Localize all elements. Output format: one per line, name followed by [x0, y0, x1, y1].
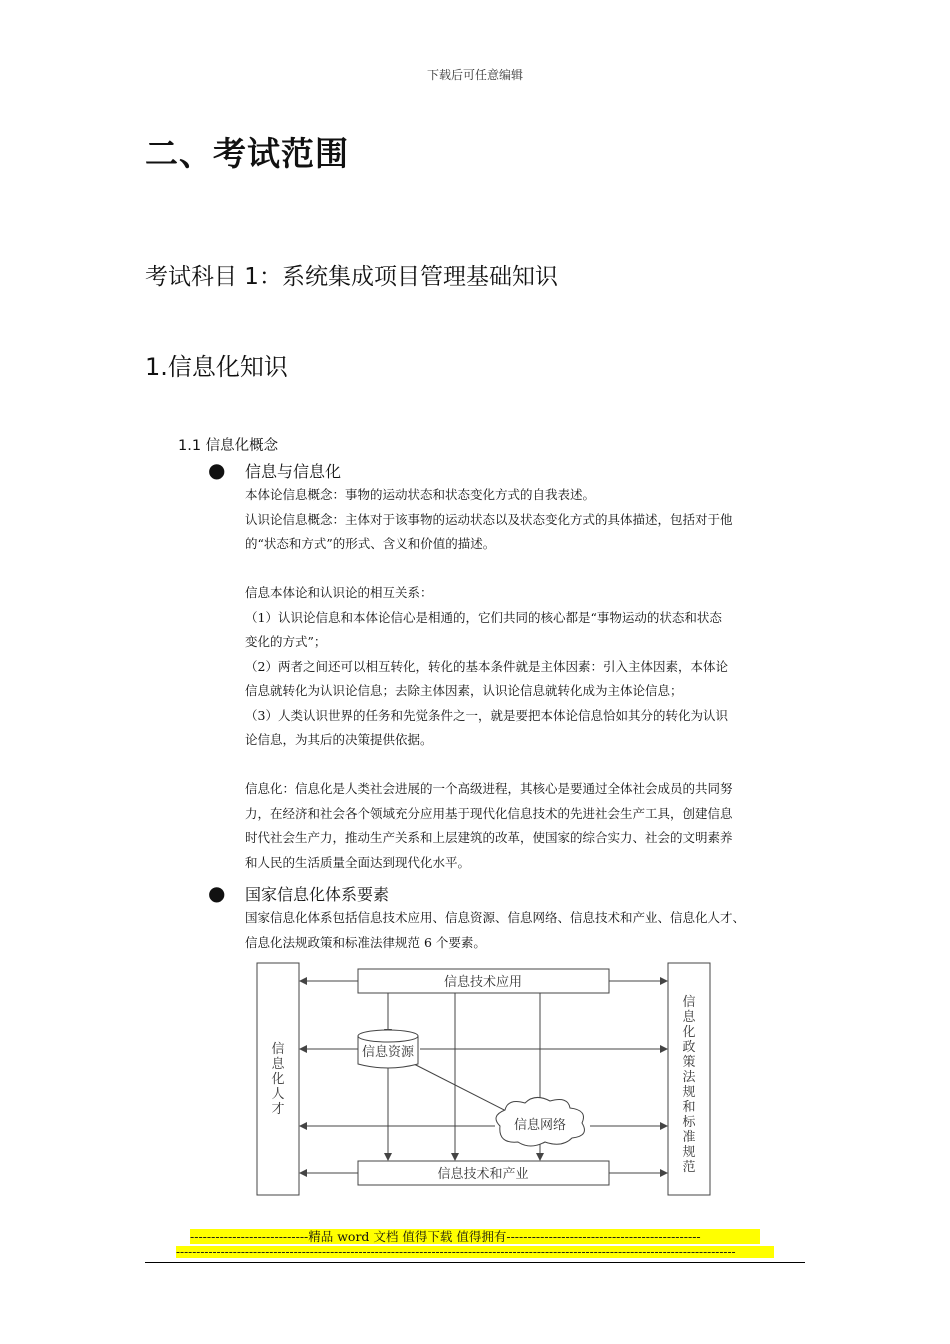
left-char: 息	[271, 1057, 285, 1072]
text-line: 的“状态和方式”的形式、含义和价值的描述。	[245, 536, 496, 551]
right-char: 化	[682, 1025, 696, 1040]
footer-banner: ----------------------------精品 word 文档 值得下载 值得拥有----------------------------------------------	[190, 1229, 760, 1244]
right-char: 标	[682, 1115, 696, 1130]
footer-dashes: ------------------------------------------------------------------------------------------------------------------------------------------	[176, 1246, 774, 1258]
right-char: 法	[682, 1070, 696, 1085]
bullet-dot: ●	[208, 458, 226, 482]
resource-label: 信息资源	[361, 1045, 415, 1060]
right-char: 策	[682, 1055, 696, 1070]
text-line: 信息化法规政策和标准法律规范 6 个要素。	[245, 934, 486, 950]
text-line: 信息本体论和认识论的相互关系：	[245, 585, 433, 600]
subsection-heading: 1.1 信息化概念	[178, 438, 279, 454]
text-line	[245, 753, 815, 778]
text-line: 论信息，为其后的决策提供依据。	[245, 732, 433, 747]
right-box-label	[682, 994, 696, 1175]
text-line: （1）认识论信息和本体论信心是相通的，它们共同的核心都是“事物运动的状态和状态	[245, 609, 722, 625]
bullet-title: 信息与信息化	[245, 462, 342, 481]
text-line: 时代社会生产力，推动生产关系和上层建筑的改革，使国家的综合实力、社会的文明素养	[245, 830, 733, 845]
text-line: 变化的方式”；	[245, 634, 327, 649]
text-line: 认识论信息概念：主体对于该事物的运动状态以及状态变化方式的具体描述，包括对于他	[245, 511, 733, 527]
left-char: 化	[271, 1072, 285, 1087]
page-title: 二、考试范围	[145, 134, 349, 173]
right-char: 准	[682, 1130, 696, 1145]
right-char: 和	[682, 1100, 696, 1115]
left-char: 人	[271, 1087, 285, 1102]
network-label: 信息网络	[513, 1118, 567, 1133]
text-line: 力，在经济和社会各个领域充分应用基于现代化信息技术的先进社会生产工具，创建信息	[245, 805, 733, 821]
bullet-title: 国家信息化体系要素	[245, 885, 390, 904]
text-line: 国家信息化体系包括信息技术应用、信息资源、信息网络、信息技术和产业、信息化人才、	[245, 910, 746, 925]
text-line: 本体论信息概念：事物的运动状态和状态变化方式的自我表述。	[245, 487, 596, 502]
right-char: 息	[682, 1010, 696, 1025]
header-note: 下载后可任意编辑	[426, 68, 523, 82]
text-line: 信息就转化为认识论信息；去除主体因素，认识论信息就转化成为主体论信息；	[245, 683, 683, 698]
text-line	[245, 557, 815, 582]
bottom-box-label: 信息技术和产业	[437, 1167, 529, 1182]
text-line: 信息化：信息化是人类社会进展的一个高级进程，其核心是要通过全体社会成员的共同努	[245, 781, 733, 796]
bullet-paragraph	[245, 906, 815, 955]
top-box-label: 信息技术应用	[443, 975, 523, 990]
bullet-paragraph	[245, 483, 815, 875]
footer-rule	[145, 1262, 805, 1263]
subject-heading: 考试科目 1：系统集成项目管理基础知识	[145, 264, 558, 290]
bullet-dot: ●	[208, 881, 226, 905]
right-char: 政	[682, 1040, 696, 1055]
left-box-label	[271, 1041, 285, 1117]
text-line: （2）两者之间还可以相互转化，转化的基本条件就是主体因素：引入主体因素，本体论	[245, 658, 728, 674]
left-char: 才	[271, 1102, 285, 1117]
section-heading: 1.信息化知识	[145, 353, 288, 381]
right-char: 规	[682, 1145, 696, 1160]
text-line: 和人民的生活质量全面达到现代化水平。	[245, 854, 471, 870]
text-line: （3）人类认识世界的任务和先觉条件之一，就是要把本体论信息恰如其分的转化为认识	[245, 707, 728, 723]
right-char: 信	[682, 995, 696, 1010]
left-char: 信	[271, 1042, 285, 1057]
informatization-diagram	[250, 958, 720, 1200]
right-char: 范	[682, 1160, 696, 1175]
right-char: 规	[682, 1085, 696, 1100]
